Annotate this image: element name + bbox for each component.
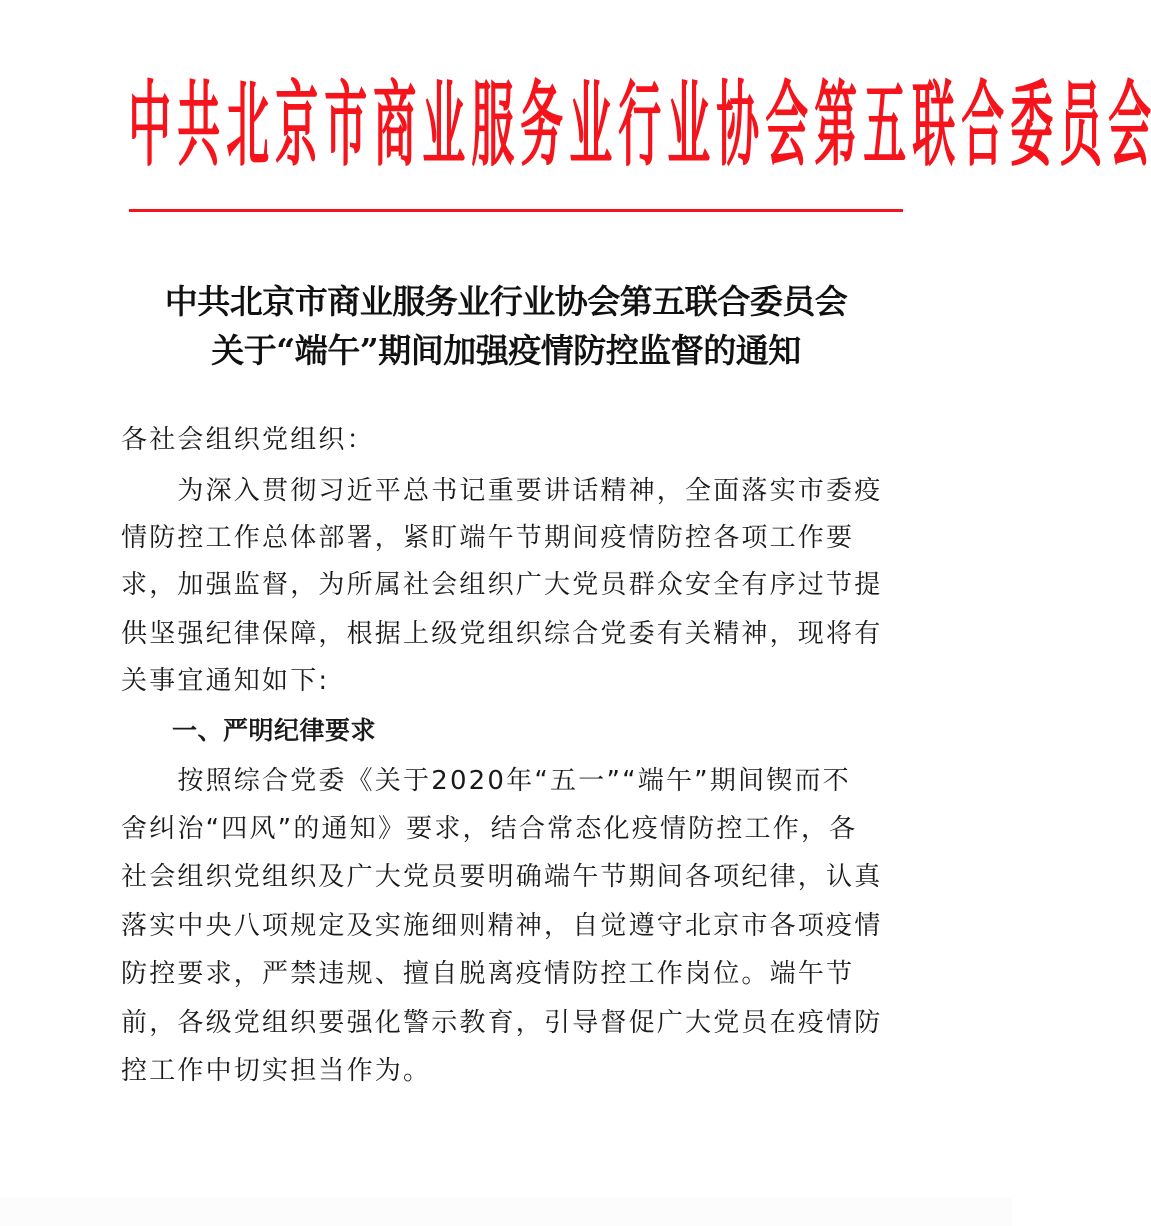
paragraph-line: 供坚强纪律保障，根据上级党组织综合党委有关精神，现将有 — [121, 619, 883, 649]
masthead-char: 五 — [863, 72, 907, 180]
paragraph-line: 按照综合党委《关于2020年“五一”“端午”期间锲而不 — [121, 766, 851, 796]
masthead-char: 员 — [1059, 72, 1103, 180]
document-title-line-1: 中共北京市商业服务业行业协会第五联合委员会 — [164, 282, 848, 321]
masthead-char: 委 — [1010, 72, 1054, 180]
masthead-char: 协 — [716, 72, 760, 180]
paragraph-line: 求，加强监督，为所属社会组织广大党员群众安全有序过节提 — [121, 570, 883, 600]
masthead-char: 合 — [961, 72, 1005, 180]
red-divider-line — [129, 209, 903, 212]
masthead-char: 业 — [667, 72, 711, 180]
masthead-char: 市 — [324, 72, 368, 180]
paragraph-line: 为深入贯彻习近平总书记重要讲话精神，全面落实市委疫 — [121, 476, 883, 506]
masthead-char: 京 — [275, 72, 319, 180]
masthead-char: 会 — [765, 72, 809, 180]
red-masthead — [118, 62, 1151, 180]
masthead-char: 北 — [226, 72, 270, 180]
masthead-char: 第 — [814, 72, 858, 180]
paragraph-line: 前，各级党组织要强化警示教育，引导督促广大党员在疫情防 — [121, 1008, 883, 1038]
paragraph-line: 控工作中切实担当作为。 — [121, 1056, 432, 1086]
masthead-char: 中 — [128, 72, 172, 180]
paragraph-line: 社会组织党组织及广大党员要明确端午节期间各项纪律，认真 — [121, 862, 883, 892]
masthead-char: 商 — [373, 72, 417, 180]
masthead-char: 业 — [569, 72, 613, 180]
paragraph-line: 防控要求，严禁违规、擅自脱离疫情防控工作岗位。端午节 — [121, 959, 855, 989]
masthead-char: 会 — [1108, 72, 1151, 180]
masthead-char: 服 — [471, 72, 515, 180]
paragraph-line: 情防控工作总体部署，紧盯端午节期间疫情防控各项工作要 — [121, 523, 855, 553]
masthead-char: 共 — [177, 72, 221, 180]
page-bottom-edge — [0, 1198, 1012, 1226]
masthead-char: 联 — [912, 72, 956, 180]
paragraph-line: 舍纠治“四风”的通知》要求，结合常态化疫情防控工作，各 — [121, 814, 858, 844]
paragraph-line: 落实中央八项规定及实施细则精神，自觉遵守北京市各项疫情 — [121, 911, 883, 941]
document-title-line-2: 关于“端午”期间加强疫情防控监督的通知 — [211, 331, 801, 370]
masthead-char: 业 — [422, 72, 466, 180]
masthead-char: 务 — [520, 72, 564, 180]
masthead-char: 行 — [618, 72, 662, 180]
salutation: 各社会组织党组织： — [121, 425, 375, 455]
section-heading: 一、严明纪律要求 — [121, 716, 377, 745]
paragraph-line: 关事宜通知如下: — [121, 666, 330, 696]
